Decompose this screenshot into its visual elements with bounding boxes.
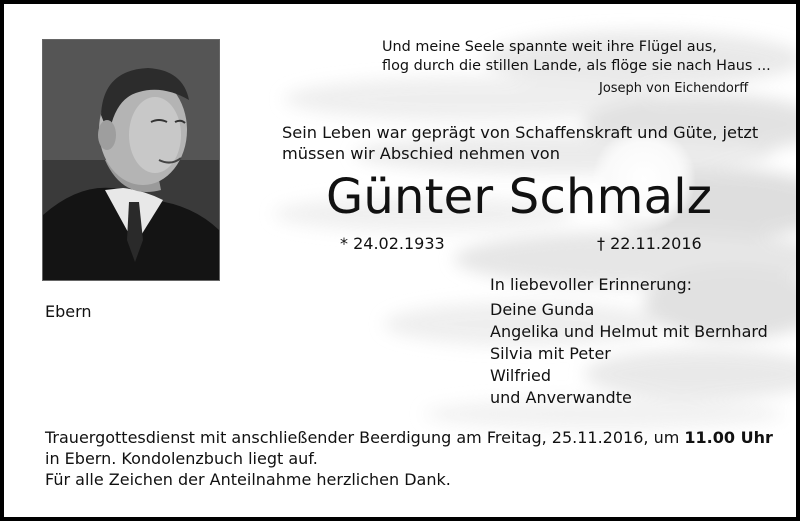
service-line bbox=[45, 427, 773, 448]
funeral-service-info bbox=[45, 427, 773, 469]
portrait-photo bbox=[42, 39, 220, 281]
mourner-name: Deine Gunda bbox=[490, 300, 595, 319]
death-date: † 22.11.2016 bbox=[597, 234, 702, 253]
deceased-name: Günter Schmalz bbox=[326, 169, 713, 225]
intro-line: Sein Leben war geprägt von Schaffenskraft und Güte, jetzt bbox=[282, 123, 759, 142]
intro-text bbox=[282, 122, 758, 164]
eichendorff-quote bbox=[382, 38, 771, 76]
mourner-name: Wilfried bbox=[490, 366, 552, 385]
service-time: 11.00 Uhr bbox=[684, 428, 773, 447]
quote-line: Und meine Seele spannte weit ihre Flügel aus, bbox=[382, 39, 717, 55]
quote-line: flog durch die stillen Lande, als flöge sie nach Haus ... bbox=[382, 58, 771, 74]
place-of-residence: Ebern bbox=[45, 302, 92, 321]
intro-line: müssen wir Abschied nehmen von bbox=[282, 144, 560, 163]
birth-date: * 24.02.1933 bbox=[340, 234, 445, 253]
quote-author: Joseph von Eichendorff bbox=[599, 81, 749, 96]
service-line: in Ebern. Kondolenzbuch liegt auf. bbox=[45, 449, 318, 468]
mourner-name: Angelika und Helmut mit Bernhard bbox=[490, 322, 768, 341]
mourner-name: Silvia mit Peter bbox=[490, 344, 611, 363]
thanks-text: Für alle Zeichen der Anteilnahme herzlichen Dank. bbox=[45, 470, 451, 489]
mourners-heading: In liebevoller Erinnerung: bbox=[490, 275, 692, 294]
service-text: Trauergottesdienst mit anschließender Beerdigung am Freitag, 25.11.2016, um bbox=[45, 428, 685, 447]
mourners-list bbox=[490, 299, 768, 409]
mourner-name: und Anverwandte bbox=[490, 388, 632, 407]
